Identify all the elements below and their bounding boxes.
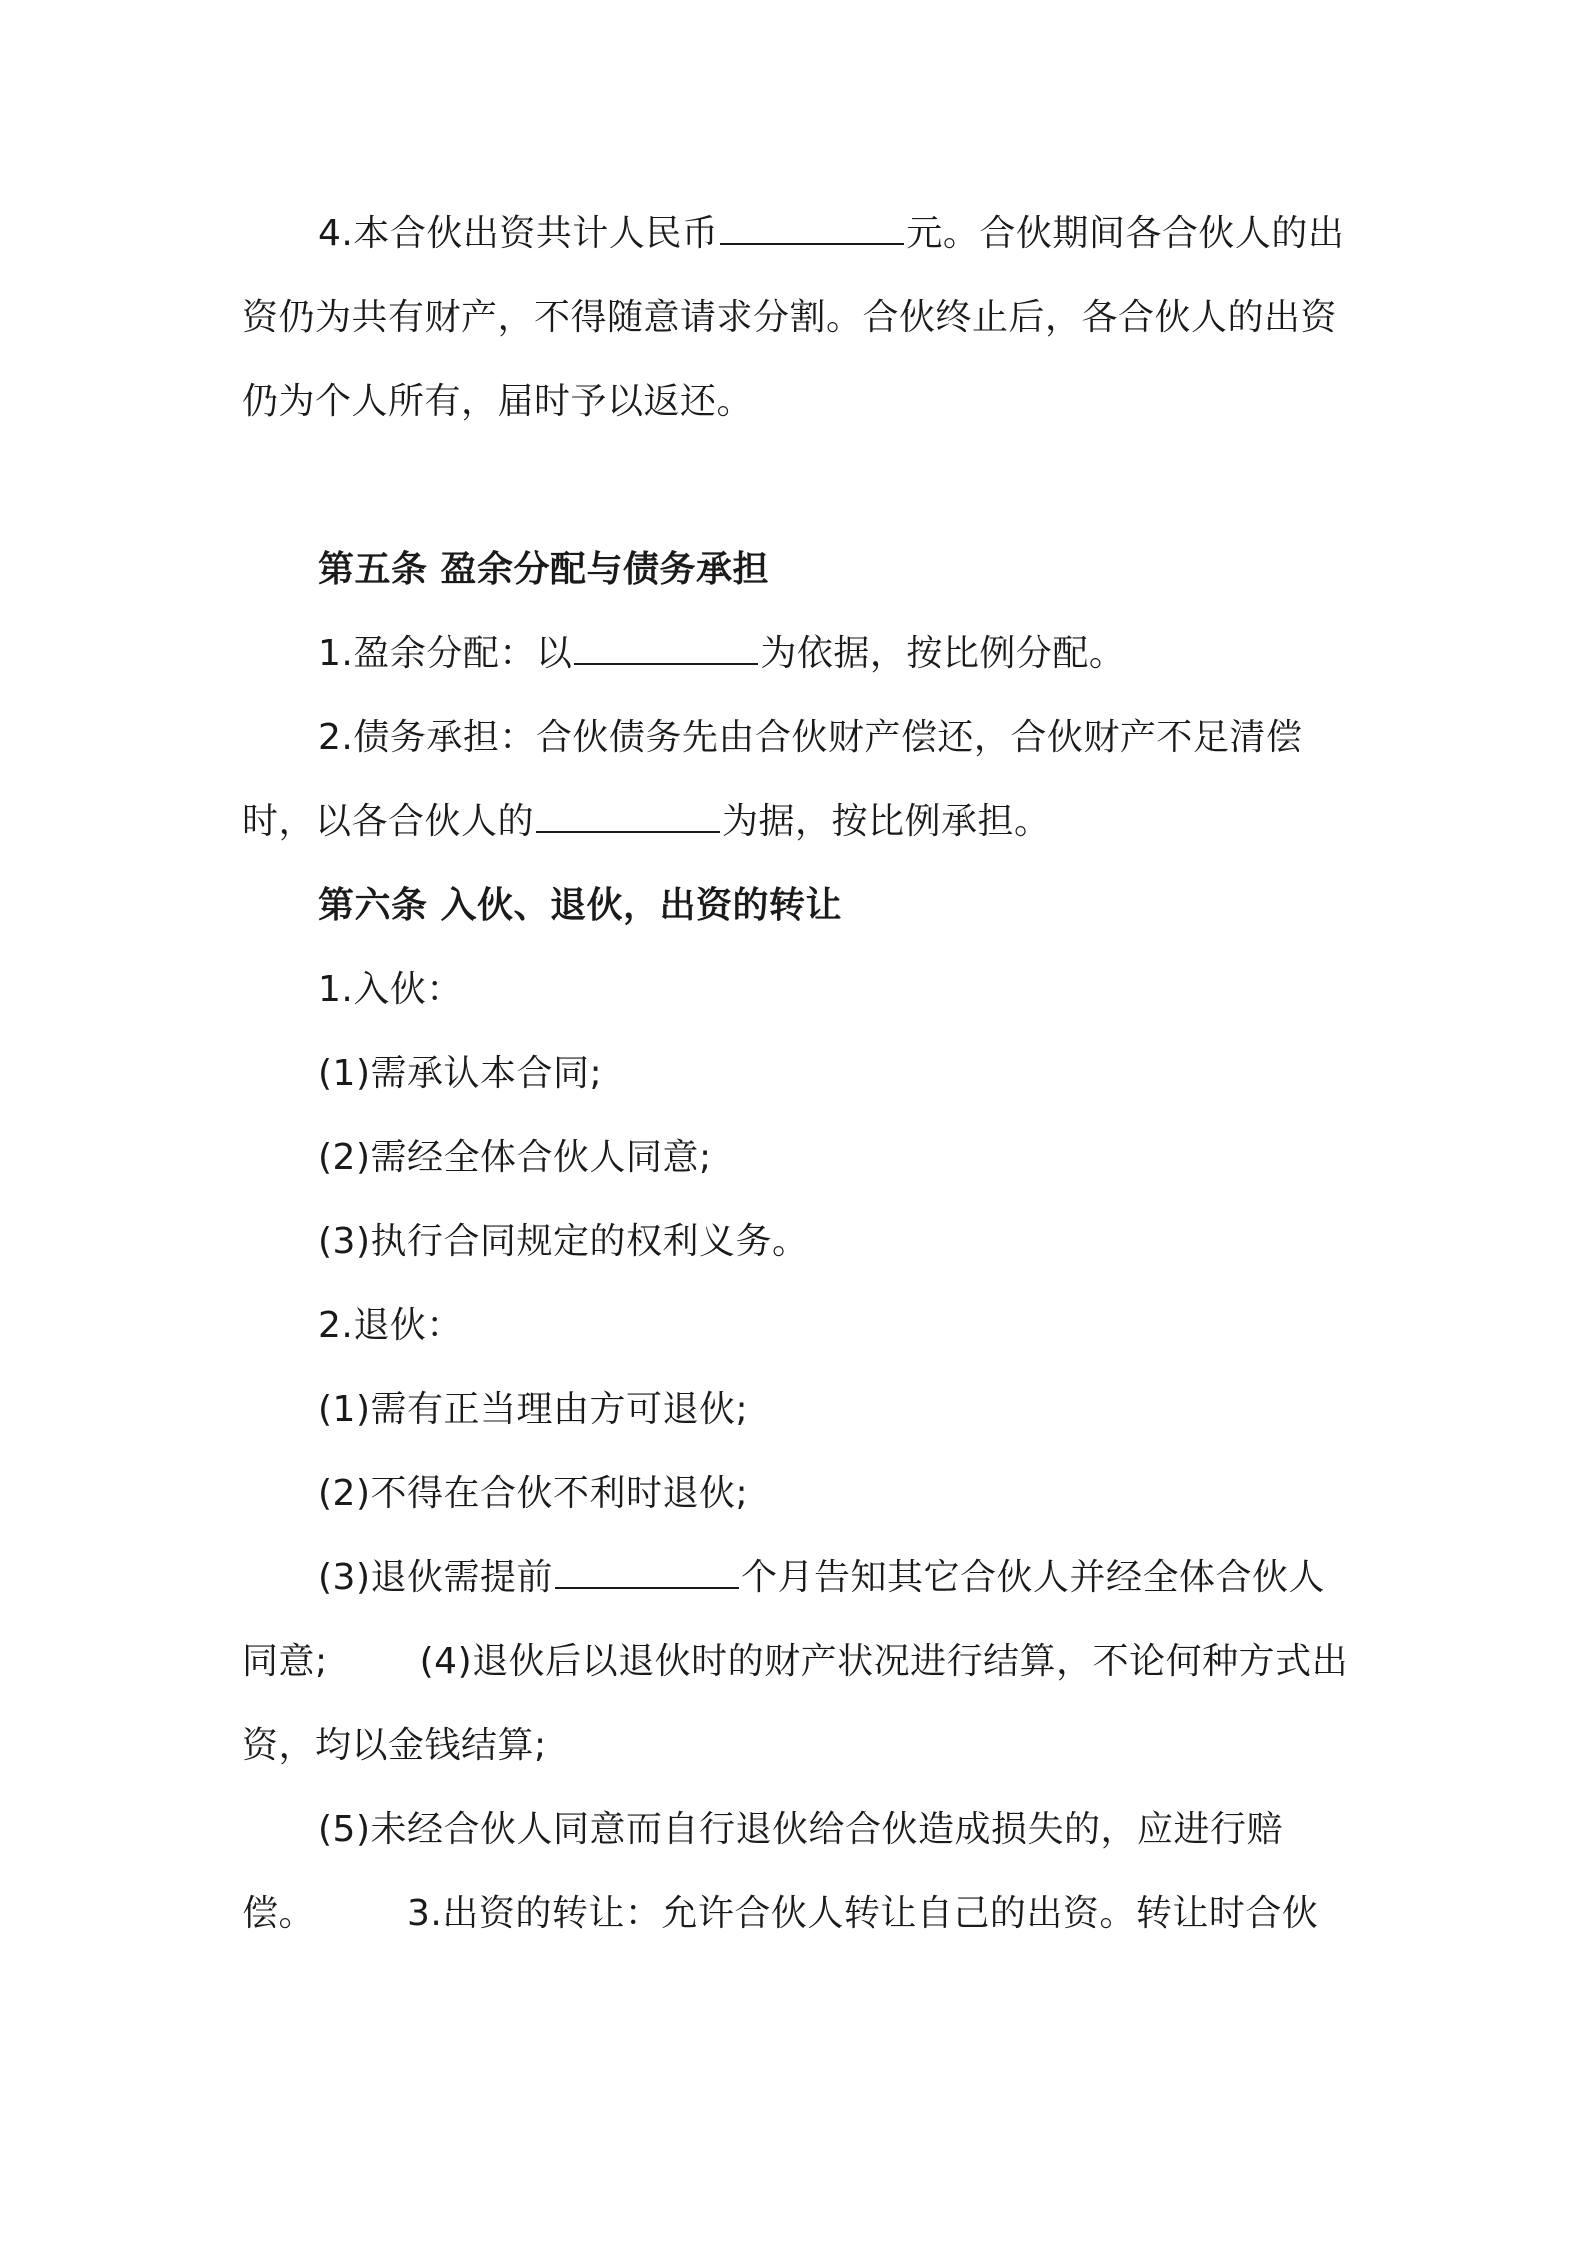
article-6-join-item-3: (3)执行合同规定的权利义务。 <box>318 1221 809 1262</box>
article-5-item-2-end: 为据，按比例承担。 <box>722 801 1051 842</box>
article-6-join-item-1: (1)需承认本合同; <box>318 1053 603 1094</box>
exit-item-3-start: (3)退伙需提前 <box>318 1557 553 1598</box>
exit-item-5: (5)未经合伙人同意而自行退伙给合伙造成损失的，应进行赔偿。 <box>242 1809 1283 1934</box>
exit-item-3-end: 个月告知其它合伙人并经全体合伙人同意; <box>242 1557 1326 1682</box>
article-6-exit-title: 2.退伙： <box>318 1305 463 1346</box>
article-6-exit-item-2: (2)不得在合伙不利时退伙; <box>318 1473 749 1514</box>
article-6-exit-item-3-4 <box>242 1536 1352 1788</box>
article-5-item-2 <box>242 696 1352 864</box>
article-5-item-2-start: 2.债务承担：合伙债务先由合伙财产偿还，合伙财产不足清偿时，以各合伙人的 <box>242 717 1303 842</box>
article-6-join-title: 1.入伙： <box>318 969 463 1010</box>
clause-4-paragraph <box>242 192 1352 444</box>
article-5-item-1 <box>242 612 1352 696</box>
fill-blank-total-capital <box>720 213 904 245</box>
article-6-heading: 第六条 入伙、退伙，出资的转让 <box>318 885 843 926</box>
fill-blank-debt-basis <box>536 801 720 833</box>
article-5-item-1-start: 1.盈余分配：以 <box>318 633 573 674</box>
transfer-item: 3.出资的转让：允许合伙人转让自己的出资。转让时合伙 <box>407 1893 1319 1934</box>
article-6-exit-item-5-transfer <box>242 1788 1352 1956</box>
fill-blank-profit-basis <box>574 633 758 665</box>
article-5-item-1-end: 为依据，按比例分配。 <box>760 633 1126 674</box>
article-5-heading: 第五条 盈余分配与债务承担 <box>318 549 770 590</box>
clause-4-text-start: 4.本合伙出资共计人民币 <box>318 213 719 254</box>
clause-4-text-end: 元。合伙期间各合伙人的出资仍为共有财产，不得随意请求分割。合伙终止后，各合伙人的出资仍为个人所有，届时予以返还。 <box>242 213 1345 422</box>
article-6-exit-item-1: (1)需有正当理由方可退伙; <box>318 1389 749 1430</box>
article-6-join-item-2: (2)需经全体合伙人同意; <box>318 1137 712 1178</box>
fill-blank-notice-months <box>555 1557 739 1589</box>
document-body <box>242 192 1352 1956</box>
exit-item-4: (4)退伙后以退伙时的财产状况进行结算，不论何种方式出资，均以金钱结算; <box>242 1641 1349 1766</box>
